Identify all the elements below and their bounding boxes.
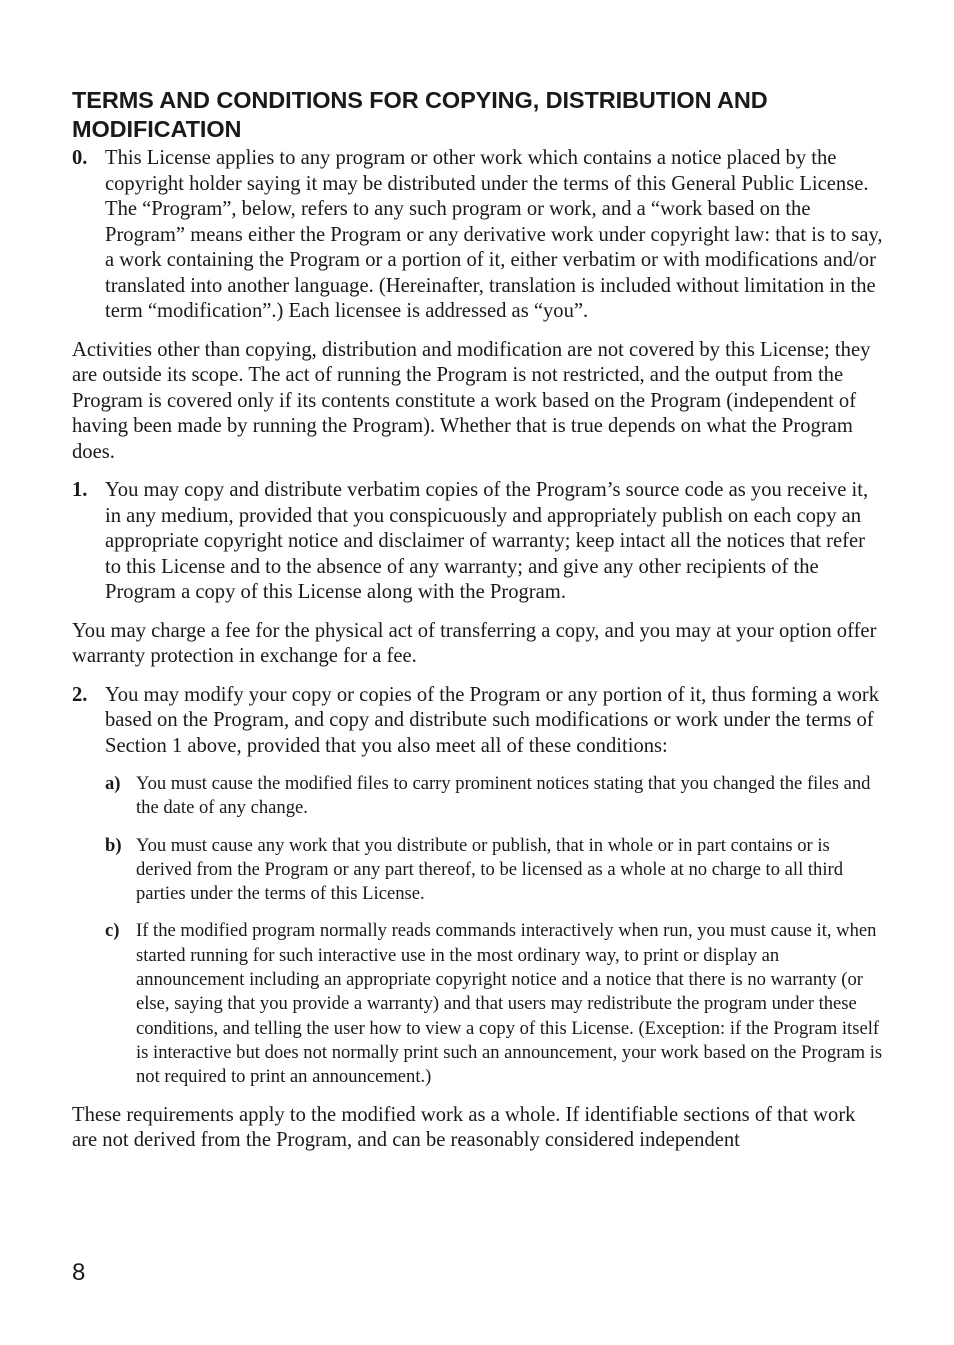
page-number: 8 [72, 1259, 86, 1286]
section-heading: TERMS AND CONDITIONS FOR COPYING, DISTRIBUTION AND MODIFICATION [72, 87, 768, 142]
subclause-a [105, 772, 884, 821]
subclause-b [105, 834, 884, 907]
subclause-letter: b) [105, 834, 122, 856]
clause-text: This License applies to any program or other work which contains a notice placed by the copyright holder saying it may be distributed under the terms of this General Public License. The “Program”, below, refers to any such program or work, and a “work based on the Program” means either the Program or any derivative work under copyright law: that is to say, a work containing the Program or a portion of it, either verbatim or with modifications and/or translated into another language. (Hereinafter, translation is included without limitation in the term “modification”.) Each licensee is addressed as “you”. [105, 147, 883, 322]
clause-0 [72, 146, 884, 325]
subclause-letter: c) [105, 920, 120, 942]
clause-number: 1. [72, 479, 88, 501]
clause-1 [72, 478, 884, 606]
subclause-letter: a) [105, 773, 121, 794]
paragraph: Activities other than copying, distribution and modification are not covered by this License; they are outside its scope. The act of running the Program is not restricted, and the output from the Program is covered only if its contents constitute a work based on the Program (independent of having been made by running the Program). Whether that is true depends on what the Program does. [72, 338, 871, 463]
license-body [72, 146, 884, 1154]
subclause-text: If the modified program normally reads commands interactively when run, you must cause it, when started running for such interactive use in the most ordinary way, to print or display an announcement including an appropriate copyright notice and a notice that there is no warranty (or else, saying that you provide a warranty) and that users may redistribute the program under these conditions, and telling the user how to view a copy of this License. (Exception: if the Program itself is interactive but does not normally print such an announcement, your work based on the Program is not required to print an announcement.) [136, 920, 883, 1088]
page-content [72, 86, 884, 1167]
subclause-text: You must cause the modified files to carry prominent notices stating that you changed the files and the date of any change. [136, 773, 871, 819]
clause-text: You may copy and distribute verbatim copies of the Program’s source code as you receive it, in any medium, provided that you conspicuously and appropriately publish on each copy an appropriate copyright notice and disclaimer of warranty; keep intact all the notices that refer to this License and to the absence of any warranty; and give any other recipients of the Program a copy of this License along with the Program. [105, 479, 869, 603]
clause-2 [72, 683, 884, 760]
clause-number: 0. [72, 147, 88, 169]
subclause-text: You must cause any work that you distribute or publish, that in whole or in part contains or is derived from the Program or any part thereof, to be licensed as a whole at no charge to all third parties under the terms of this License. [136, 834, 844, 905]
subclause-c [105, 919, 884, 1089]
paragraph: You may charge a fee for the physical act of transferring a copy, and you may at your option offer warranty protection in exchange for a fee. [72, 619, 877, 667]
paragraph: These requirements apply to the modified work as a whole. If identifiable sections of that work are not derived from the Program, and can be reasonably considered independent [72, 1103, 856, 1152]
clause-text: You may modify your copy or copies of the Program or any portion of it, thus forming a work based on the Program, and copy and distribute such modifications or work under the terms of Section 1 above, provided that you also meet all of these conditions: [105, 683, 880, 757]
clause-number: 2. [72, 683, 88, 706]
